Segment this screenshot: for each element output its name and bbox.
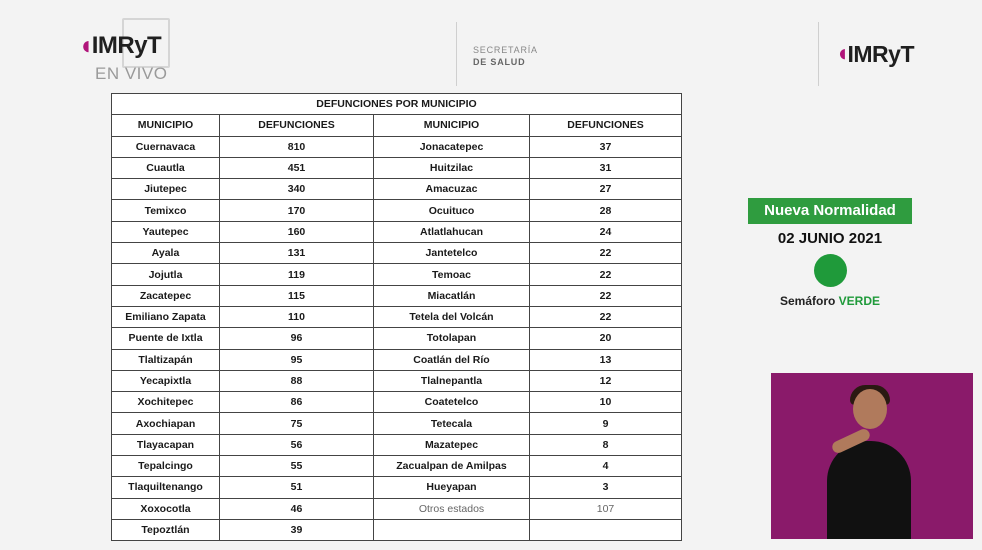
defunciones-cell: 95 [220,349,374,370]
municipio-cell: Temixco [112,200,220,221]
municipio-cell: Zacualpan de Amilpas [374,456,530,477]
table-row [112,519,682,540]
table-row [112,179,682,200]
municipio-cell: Huitzilac [374,157,530,178]
column-header: DEFUNCIONES [220,115,374,136]
defunciones-cell: 96 [220,328,374,349]
table-row [112,370,682,391]
municipio-cell: Coatlán del Río [374,349,530,370]
municipio-cell: Tlayacapan [112,434,220,455]
defunciones-cell: 119 [220,264,374,285]
secretaria-de-salud-logo [473,44,538,68]
defunciones-cell: 170 [220,200,374,221]
imryt-logo-right [835,40,914,68]
defunciones-cell: 24 [530,221,682,242]
nueva-normalidad-badge: Nueva Normalidad [748,198,912,224]
table-row [112,285,682,306]
municipio-cell: Emiliano Zapata [112,306,220,327]
imryt-mark-icon-right: ◖ [835,40,848,67]
table-row [112,392,682,413]
municipio-cell: Atlatlahucan [374,221,530,242]
defunciones-cell: 56 [220,434,374,455]
defunciones-cell: 51 [220,477,374,498]
table-row [112,221,682,242]
municipio-cell: Temoac [374,264,530,285]
table-row [112,157,682,178]
defunciones-cell: 10 [530,392,682,413]
interpreter-body [827,441,911,539]
semaforo-value: VERDE [838,294,881,308]
defunciones-cell: 20 [530,328,682,349]
municipio-cell: Miacatlán [374,285,530,306]
defunciones-cell: 22 [530,285,682,306]
table-row [112,136,682,157]
defunciones-cell: 810 [220,136,374,157]
municipio-cell: Jantetelco [374,243,530,264]
table-row [112,456,682,477]
municipio-cell: Zacatepec [112,285,220,306]
defunciones-cell: 4 [530,456,682,477]
municipio-cell: Cuautla [112,157,220,178]
semaforo-status [748,294,912,308]
table-row [112,243,682,264]
defunciones-cell: 8 [530,434,682,455]
secretaria-line2: DE SALUD [473,57,526,67]
municipio-cell: Tlaquiltenango [112,477,220,498]
defunciones-cell: 31 [530,157,682,178]
defunciones-cell: 22 [530,306,682,327]
municipio-cell: Tetecala [374,413,530,434]
municipio-cell: Otros estados [374,498,530,519]
column-header: MUNICIPIO [374,115,530,136]
municipio-cell: Tetela del Volcán [374,306,530,327]
defunciones-cell: 27 [530,179,682,200]
defunciones-cell: 13 [530,349,682,370]
municipio-cell: Jojutla [112,264,220,285]
column-header: MUNICIPIO [112,115,220,136]
defunciones-cell: 88 [220,370,374,391]
municipio-cell: Mazatepec [374,434,530,455]
defunciones-cell: 107 [530,498,682,519]
defunciones-cell: 28 [530,200,682,221]
sign-language-interpreter-video [771,373,973,539]
imryt-mark-icon: ◖ [78,30,92,60]
municipio-cell: Tepalcingo [112,456,220,477]
municipio-cell: Xochitepec [112,392,220,413]
table-row [112,498,682,519]
defunciones-cell: 451 [220,157,374,178]
table-row [112,200,682,221]
table-row [112,306,682,327]
defunciones-cell: 9 [530,413,682,434]
interpreter-head [853,389,887,429]
defunciones-cell: 86 [220,392,374,413]
secretaria-line1: SECRETARÍA [473,45,538,55]
municipio-cell: Yautepec [112,221,220,242]
defunciones-cell [530,519,682,540]
defunciones-cell: 110 [220,306,374,327]
table-row [112,264,682,285]
municipio-cell: Yecapixtla [112,370,220,391]
semaforo-label: Semáforo [779,294,836,308]
defunciones-cell: 160 [220,221,374,242]
table-body [112,136,682,541]
semaforo-green-light-icon [814,254,847,287]
municipio-cell: Xoxocotla [112,498,220,519]
defunciones-cell: 340 [220,179,374,200]
municipio-cell: Axochiapan [112,413,220,434]
table-row [112,349,682,370]
en-vivo-overlay: EN VIVO [95,64,168,83]
defunciones-cell: 22 [530,264,682,285]
defunciones-cell: 115 [220,285,374,306]
municipio-cell [374,519,530,540]
defunciones-cell: 3 [530,477,682,498]
defunciones-cell: 12 [530,370,682,391]
municipio-cell: Cuernavaca [112,136,220,157]
defunciones-cell: 131 [220,243,374,264]
municipio-cell: Tepoztlán [112,519,220,540]
table-row [112,413,682,434]
imryt-logo-left [78,30,161,61]
defunciones-cell: 55 [220,456,374,477]
defunciones-cell: 39 [220,519,374,540]
table-row [112,328,682,349]
header-divider [456,22,457,86]
municipio-cell: Totolapan [374,328,530,349]
table-row [112,434,682,455]
table-row [112,477,682,498]
defunciones-cell: 75 [220,413,374,434]
municipio-cell: Jiutepec [112,179,220,200]
municipio-cell: Coatetelco [374,392,530,413]
municipio-cell: Tlalnepantla [374,370,530,391]
municipio-cell: Tlaltizapán [112,349,220,370]
defunciones-cell: 46 [220,498,374,519]
municipio-cell: Ayala [112,243,220,264]
municipio-cell: Puente de Ixtla [112,328,220,349]
municipio-cell: Hueyapan [374,477,530,498]
status-date: 02 JUNIO 2021 [777,230,883,247]
table-title: DEFUNCIONES POR MUNICIPIO [112,94,682,115]
municipio-cell: Ocuituco [374,200,530,221]
defunciones-cell: 37 [530,136,682,157]
header-divider-right [818,22,819,86]
imryt-logo-text-right: IMRyT [847,40,914,67]
column-header: DEFUNCIONES [530,115,682,136]
defunciones-cell: 22 [530,243,682,264]
municipio-cell: Jonacatepec [374,136,530,157]
imryt-logo-text: IMRyT [91,31,162,59]
defunciones-table [111,93,682,541]
municipio-cell: Amacuzac [374,179,530,200]
